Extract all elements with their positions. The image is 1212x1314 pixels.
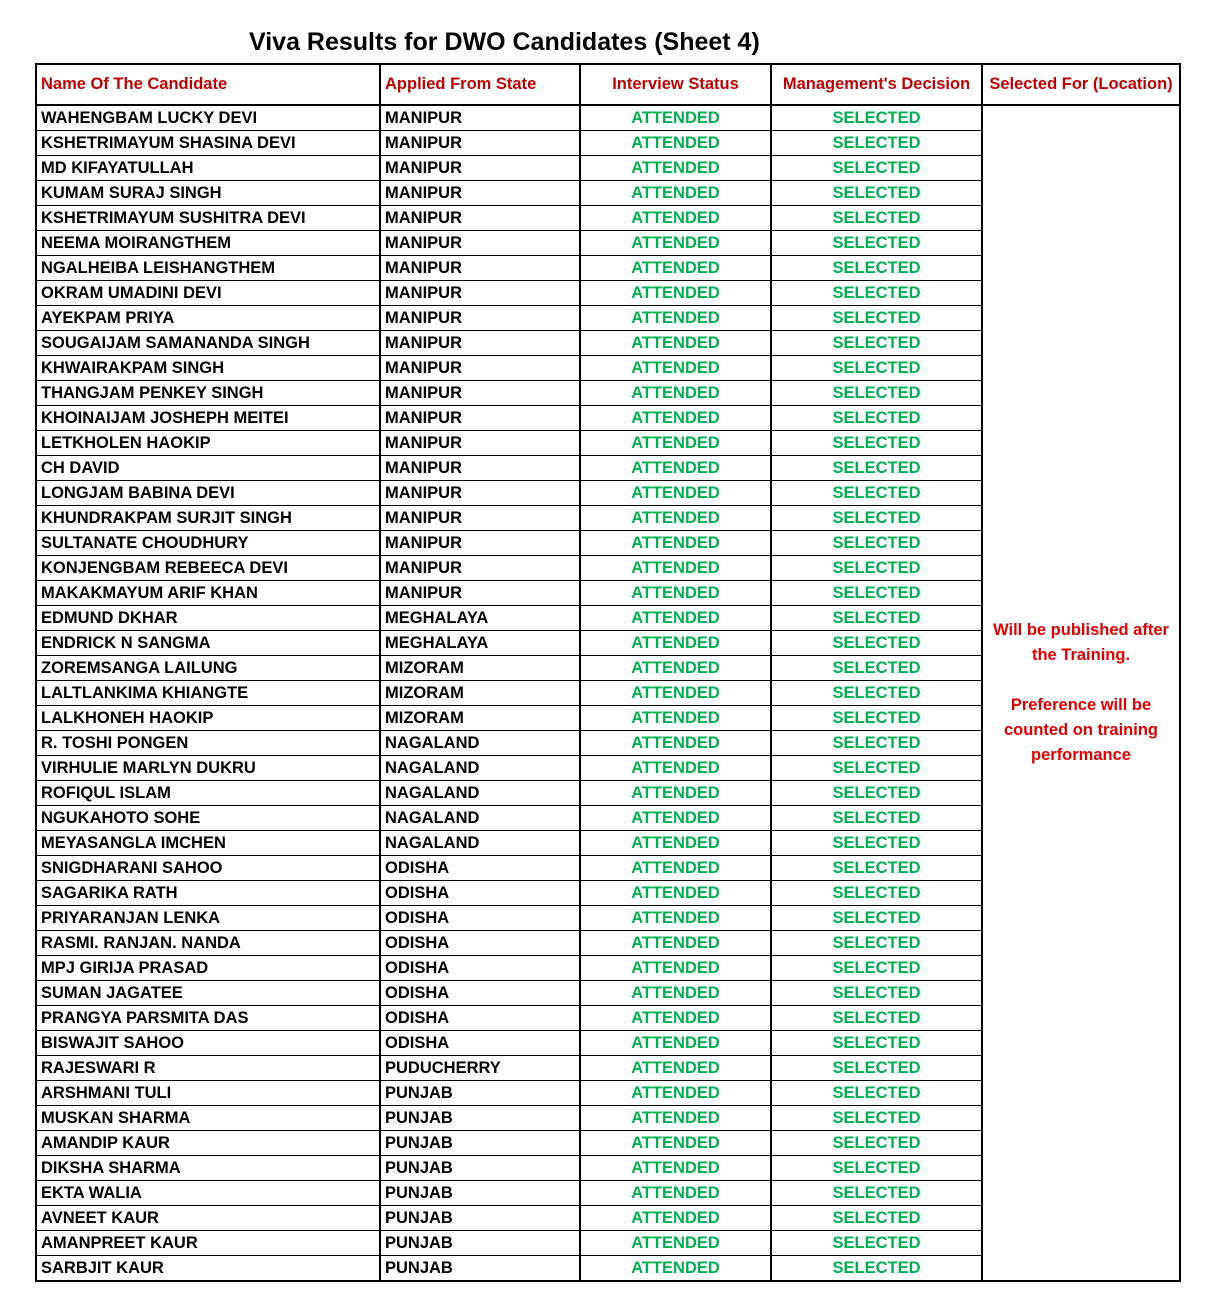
applied-state: PUNJAB: [380, 1181, 580, 1206]
management-decision: SELECTED: [771, 256, 982, 281]
header-interview-status: Interview Status: [580, 64, 771, 105]
interview-status: ATTENDED: [580, 956, 771, 981]
management-decision: SELECTED: [771, 156, 982, 181]
management-decision: SELECTED: [771, 105, 982, 131]
candidate-name: DIKSHA SHARMA: [36, 1156, 380, 1181]
interview-status: ATTENDED: [580, 306, 771, 331]
candidate-name: SULTANATE CHOUDHURY: [36, 531, 380, 556]
interview-status: ATTENDED: [580, 781, 771, 806]
management-decision: SELECTED: [771, 381, 982, 406]
management-decision: SELECTED: [771, 1231, 982, 1256]
interview-status: ATTENDED: [580, 1106, 771, 1131]
candidate-name: EDMUND DKHAR: [36, 606, 380, 631]
interview-status: ATTENDED: [580, 1056, 771, 1081]
candidate-name: EKTA WALIA: [36, 1181, 380, 1206]
candidate-name: SUMAN JAGATEE: [36, 981, 380, 1006]
candidate-name: NGALHEIBA LEISHANGTHEM: [36, 256, 380, 281]
applied-state: NAGALAND: [380, 831, 580, 856]
applied-state: PUDUCHERRY: [380, 1056, 580, 1081]
applied-state: PUNJAB: [380, 1206, 580, 1231]
applied-state: NAGALAND: [380, 781, 580, 806]
applied-state: MANIPUR: [380, 456, 580, 481]
interview-status: ATTENDED: [580, 581, 771, 606]
management-decision: SELECTED: [771, 606, 982, 631]
interview-status: ATTENDED: [580, 1081, 771, 1106]
candidate-name: R. TOSHI PONGEN: [36, 731, 380, 756]
applied-state: MEGHALAYA: [380, 606, 580, 631]
candidate-name: SARBJIT KAUR: [36, 1256, 380, 1282]
applied-state: MIZORAM: [380, 681, 580, 706]
management-decision: SELECTED: [771, 1006, 982, 1031]
management-decision: SELECTED: [771, 356, 982, 381]
management-decision: SELECTED: [771, 1106, 982, 1131]
interview-status: ATTENDED: [580, 381, 771, 406]
management-decision: SELECTED: [771, 456, 982, 481]
interview-status: ATTENDED: [580, 1131, 771, 1156]
interview-status: ATTENDED: [580, 706, 771, 731]
interview-status: ATTENDED: [580, 531, 771, 556]
candidate-name: ZOREMSANGA LAILUNG: [36, 656, 380, 681]
management-decision: SELECTED: [771, 1056, 982, 1081]
interview-status: ATTENDED: [580, 1031, 771, 1056]
candidate-name: LONGJAM BABINA DEVI: [36, 481, 380, 506]
applied-state: ODISHA: [380, 981, 580, 1006]
interview-status: ATTENDED: [580, 1156, 771, 1181]
management-decision: SELECTED: [771, 531, 982, 556]
candidate-name: RASMI. RANJAN. NANDA: [36, 931, 380, 956]
interview-status: ATTENDED: [580, 456, 771, 481]
candidate-name: PRANGYA PARSMITA DAS: [36, 1006, 380, 1031]
candidate-name: LETKHOLEN HAOKIP: [36, 431, 380, 456]
interview-status: ATTENDED: [580, 256, 771, 281]
management-decision: SELECTED: [771, 556, 982, 581]
interview-status: ATTENDED: [580, 681, 771, 706]
candidate-name: WAHENGBAM LUCKY DEVI: [36, 105, 380, 131]
interview-status: ATTENDED: [580, 406, 771, 431]
applied-state: MANIPUR: [380, 306, 580, 331]
candidate-name: RAJESWARI R: [36, 1056, 380, 1081]
candidate-name: ENDRICK N SANGMA: [36, 631, 380, 656]
candidate-name: KUMAM SURAJ SINGH: [36, 181, 380, 206]
management-decision: SELECTED: [771, 731, 982, 756]
applied-state: MANIPUR: [380, 431, 580, 456]
applied-state: NAGALAND: [380, 731, 580, 756]
applied-state: MANIPUR: [380, 156, 580, 181]
applied-state: MANIPUR: [380, 281, 580, 306]
interview-status: ATTENDED: [580, 731, 771, 756]
candidate-name: AMANPREET KAUR: [36, 1231, 380, 1256]
management-decision: SELECTED: [771, 856, 982, 881]
management-decision: SELECTED: [771, 1131, 982, 1156]
management-decision: SELECTED: [771, 706, 982, 731]
applied-state: ODISHA: [380, 856, 580, 881]
candidate-name: MPJ GIRIJA PRASAD: [36, 956, 380, 981]
interview-status: ATTENDED: [580, 1206, 771, 1231]
candidate-name: LALKHONEH HAOKIP: [36, 706, 380, 731]
applied-state: NAGALAND: [380, 756, 580, 781]
applied-state: MANIPUR: [380, 231, 580, 256]
candidate-name: KHOINAIJAM JOSHEPH MEITEI: [36, 406, 380, 431]
management-decision: SELECTED: [771, 231, 982, 256]
management-decision: SELECTED: [771, 1181, 982, 1206]
interview-status: ATTENDED: [580, 506, 771, 531]
applied-state: MEGHALAYA: [380, 631, 580, 656]
interview-status: ATTENDED: [580, 231, 771, 256]
applied-state: MANIPUR: [380, 506, 580, 531]
interview-status: ATTENDED: [580, 481, 771, 506]
candidate-name: KSHETRIMAYUM SUSHITRA DEVI: [36, 206, 380, 231]
applied-state: ODISHA: [380, 956, 580, 981]
management-decision: SELECTED: [771, 506, 982, 531]
candidate-name: KONJENGBAM REBEECA DEVI: [36, 556, 380, 581]
header-management-decision: Management's Decision: [771, 64, 982, 105]
management-decision: SELECTED: [771, 756, 982, 781]
interview-status: ATTENDED: [580, 831, 771, 856]
interview-status: ATTENDED: [580, 931, 771, 956]
management-decision: SELECTED: [771, 656, 982, 681]
management-decision: SELECTED: [771, 931, 982, 956]
management-decision: SELECTED: [771, 431, 982, 456]
header-selected-location: Selected For (Location): [982, 64, 1180, 105]
management-decision: SELECTED: [771, 981, 982, 1006]
interview-status: ATTENDED: [580, 856, 771, 881]
management-decision: SELECTED: [771, 281, 982, 306]
candidate-name: CH DAVID: [36, 456, 380, 481]
applied-state: MANIPUR: [380, 356, 580, 381]
management-decision: SELECTED: [771, 831, 982, 856]
management-decision: SELECTED: [771, 631, 982, 656]
applied-state: MANIPUR: [380, 131, 580, 156]
candidate-name: LALTLANKIMA KHIANGTE: [36, 681, 380, 706]
applied-state: ODISHA: [380, 1031, 580, 1056]
applied-state: MANIPUR: [380, 406, 580, 431]
applied-state: MIZORAM: [380, 706, 580, 731]
management-decision: SELECTED: [771, 581, 982, 606]
candidate-name: MUSKAN SHARMA: [36, 1106, 380, 1131]
results-table: [35, 63, 1181, 1282]
interview-status: ATTENDED: [580, 206, 771, 231]
interview-status: ATTENDED: [580, 606, 771, 631]
header-state: Applied From State: [380, 64, 580, 105]
interview-status: ATTENDED: [580, 981, 771, 1006]
management-decision: SELECTED: [771, 1206, 982, 1231]
applied-state: MIZORAM: [380, 656, 580, 681]
candidate-name: VIRHULIE MARLYN DUKRU: [36, 756, 380, 781]
interview-status: ATTENDED: [580, 881, 771, 906]
management-decision: SELECTED: [771, 406, 982, 431]
applied-state: MANIPUR: [380, 381, 580, 406]
applied-state: MANIPUR: [380, 581, 580, 606]
interview-status: ATTENDED: [580, 1231, 771, 1256]
candidate-name: ROFIQUL ISLAM: [36, 781, 380, 806]
interview-status: ATTENDED: [580, 431, 771, 456]
applied-state: MANIPUR: [380, 556, 580, 581]
applied-state: ODISHA: [380, 931, 580, 956]
interview-status: ATTENDED: [580, 105, 771, 131]
applied-state: MANIPUR: [380, 331, 580, 356]
candidate-name: AMANDIP KAUR: [36, 1131, 380, 1156]
candidate-name: KHUNDRAKPAM SURJIT SINGH: [36, 506, 380, 531]
interview-status: ATTENDED: [580, 556, 771, 581]
candidate-name: MEYASANGLA IMCHEN: [36, 831, 380, 856]
applied-state: ODISHA: [380, 906, 580, 931]
management-decision: SELECTED: [771, 681, 982, 706]
applied-state: PUNJAB: [380, 1256, 580, 1282]
candidate-name: AVNEET KAUR: [36, 1206, 380, 1231]
applied-state: PUNJAB: [380, 1081, 580, 1106]
applied-state: NAGALAND: [380, 806, 580, 831]
management-decision: SELECTED: [771, 1081, 982, 1106]
management-decision: SELECTED: [771, 806, 982, 831]
management-decision: SELECTED: [771, 906, 982, 931]
candidate-name: MAKAKMAYUM ARIF KHAN: [36, 581, 380, 606]
interview-status: ATTENDED: [580, 131, 771, 156]
management-decision: SELECTED: [771, 331, 982, 356]
candidate-name: SAGARIKA RATH: [36, 881, 380, 906]
interview-status: ATTENDED: [580, 656, 771, 681]
results-body: [36, 105, 1180, 1281]
candidate-name: AYEKPAM PRIYA: [36, 306, 380, 331]
applied-state: MANIPUR: [380, 206, 580, 231]
interview-status: ATTENDED: [580, 181, 771, 206]
applied-state: MANIPUR: [380, 256, 580, 281]
interview-status: ATTENDED: [580, 1006, 771, 1031]
interview-status: ATTENDED: [580, 806, 771, 831]
interview-status: ATTENDED: [580, 906, 771, 931]
applied-state: PUNJAB: [380, 1231, 580, 1256]
management-decision: SELECTED: [771, 481, 982, 506]
candidate-name: OKRAM UMADINI DEVI: [36, 281, 380, 306]
management-decision: SELECTED: [771, 181, 982, 206]
management-decision: SELECTED: [771, 131, 982, 156]
applied-state: PUNJAB: [380, 1156, 580, 1181]
page-title: Viva Results for DWO Candidates (Sheet 4): [249, 28, 760, 56]
interview-status: ATTENDED: [580, 1181, 771, 1206]
candidate-name: PRIYARANJAN LENKA: [36, 906, 380, 931]
applied-state: PUNJAB: [380, 1131, 580, 1156]
applied-state: ODISHA: [380, 881, 580, 906]
header-name: Name Of The Candidate: [36, 64, 380, 105]
interview-status: ATTENDED: [580, 631, 771, 656]
candidate-name: MD KIFAYATULLAH: [36, 156, 380, 181]
management-decision: SELECTED: [771, 206, 982, 231]
candidate-name: SNIGDHARANI SAHOO: [36, 856, 380, 881]
interview-status: ATTENDED: [580, 1256, 771, 1282]
candidate-name: KSHETRIMAYUM SHASINA DEVI: [36, 131, 380, 156]
management-decision: SELECTED: [771, 1256, 982, 1282]
applied-state: MANIPUR: [380, 105, 580, 131]
candidate-name: NEEMA MOIRANGTHEM: [36, 231, 380, 256]
management-decision: SELECTED: [771, 1156, 982, 1181]
candidate-name: NGUKAHOTO SOHE: [36, 806, 380, 831]
header-row: [36, 64, 1180, 105]
location-note: [982, 105, 1180, 1281]
management-decision: SELECTED: [771, 781, 982, 806]
applied-state: MANIPUR: [380, 181, 580, 206]
candidate-name: BISWAJIT SAHOO: [36, 1031, 380, 1056]
interview-status: ATTENDED: [580, 331, 771, 356]
candidate-name: THANGJAM PENKEY SINGH: [36, 381, 380, 406]
candidate-name: KHWAIRAKPAM SINGH: [36, 356, 380, 381]
management-decision: SELECTED: [771, 881, 982, 906]
interview-status: ATTENDED: [580, 156, 771, 181]
management-decision: SELECTED: [771, 306, 982, 331]
applied-state: PUNJAB: [380, 1106, 580, 1131]
applied-state: MANIPUR: [380, 531, 580, 556]
management-decision: SELECTED: [771, 956, 982, 981]
applied-state: ODISHA: [380, 1006, 580, 1031]
candidate-name: ARSHMANI TULI: [36, 1081, 380, 1106]
interview-status: ATTENDED: [580, 281, 771, 306]
location-note-line1: Will be published after the Training.: [993, 621, 1169, 664]
interview-status: ATTENDED: [580, 756, 771, 781]
applied-state: MANIPUR: [380, 481, 580, 506]
candidate-name: SOUGAIJAM SAMANANDA SINGH: [36, 331, 380, 356]
interview-status: ATTENDED: [580, 356, 771, 381]
table-row: [36, 105, 1180, 131]
management-decision: SELECTED: [771, 1031, 982, 1056]
location-note-line2: Preference will be counted on training performance: [1004, 696, 1158, 764]
